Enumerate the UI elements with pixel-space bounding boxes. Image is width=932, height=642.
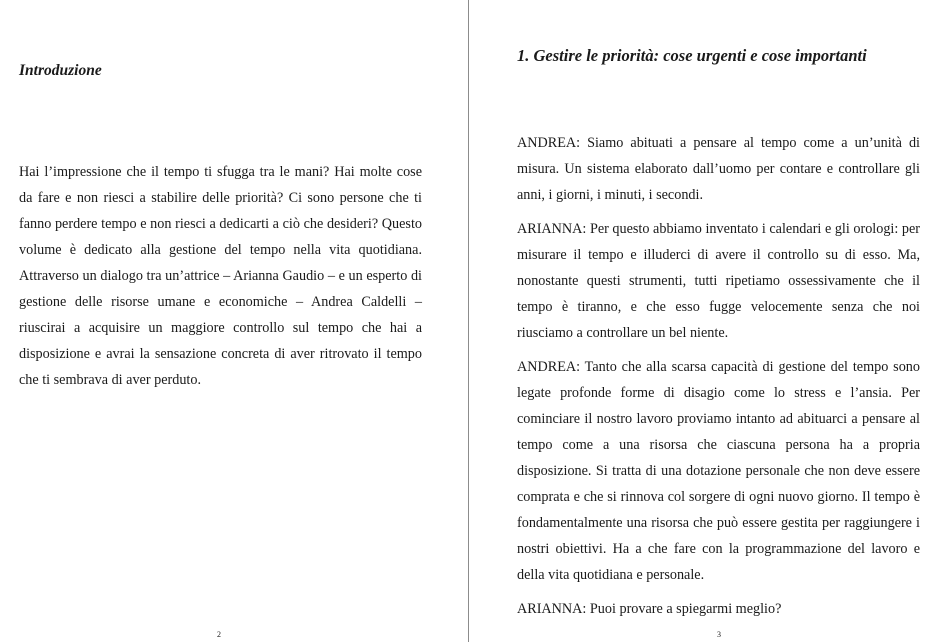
paragraph: ARIANNA: Per questo abbiamo inventato i calendari e gli orologi: per misurare il tempo e illuderci di avere il controllo su di esso. Ma, nonostante questi strumenti, tutti ripetiamo ossessivamente che il tempo è tiranno, e che esso fugge velocemente senza che noi riusciamo a controllare un bel niente.	[517, 221, 920, 341]
page-heading: Introduzione	[19, 62, 102, 79]
chapter-heading: 1. Gestire le priorità: cose urgenti e cose importanti	[517, 46, 867, 65]
paragraph: ARIANNA: Puoi provare a spiegarmi meglio?	[517, 601, 782, 617]
right-page	[469, 0, 932, 642]
page-number: 2	[217, 630, 221, 639]
body-text	[19, 159, 422, 401]
page-number: 3	[717, 630, 721, 639]
paragraph: ANDREA: Tanto che alla scarsa capacità di gestione del tempo sono legate profonde forme di disagio come lo stress e l’ansia. Per cominciare il nostro lavoro proviamo intanto ad abituarci a pensare al tempo come a una risorsa che ciascuna persona ha a propria disposizione. Si tratta di una dotazione personale che non deve essere comprata e che si rinnova col sorgere di ogni nuovo giorno. Il tempo è fondamentalmente una risorsa che può essere gestita per raggiungere i nostri obiettivi. Ha a che fare con la programmazione del lavoro e della vita quotidiana e personale.	[517, 359, 920, 583]
body-text	[517, 130, 920, 630]
paragraph: ANDREA: Siamo abituati a pensare al tempo come a un’unità di misura. Un sistema elaborato dall’uomo per contare e controllare gli anni, i giorni, i minuti, i secondi.	[517, 135, 920, 203]
paragraph: Hai l’impressione che il tempo ti sfugga tra le mani? Hai molte cose da fare e non riesci a stabilire delle priorità? Ci sono persone che ti fanno perdere tempo e non riesci a dedicarti a ciò che desideri? Questo volume è dedicato alla gestione del tempo nella vita quotidiana. Attraverso un dialogo tra un’attrice – Arianna Gaudio – e un esperto di gestione delle risorse umane e economiche – Andrea Caldelli – riuscirai a acquisire un maggiore controllo sul tempo che hai a disposizione e avrai la sensazione concreta di aver ritrovato il tempo che ti sembrava di aver perduto.	[19, 164, 422, 388]
